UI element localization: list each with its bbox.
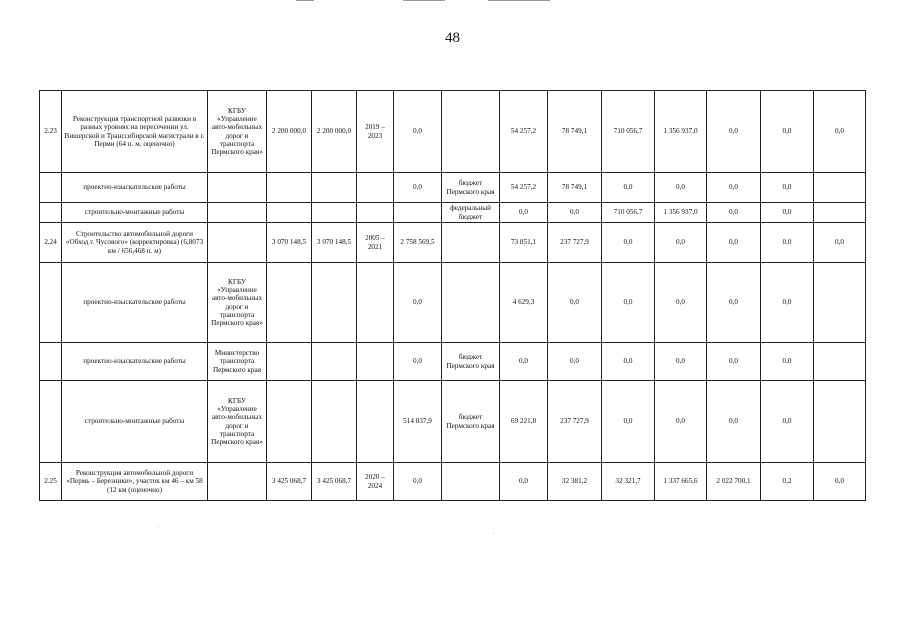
amount-year-7-cell: 0,0 bbox=[814, 91, 866, 173]
responsible-executor-cell: КГБУ «Управление авто-мобильных дорог и транспорта Пермского края» bbox=[208, 381, 267, 463]
amount-year-4-cell: 1 356 937,0 bbox=[655, 91, 707, 173]
implementation-period-cell: 2005 – 2021 bbox=[357, 223, 394, 263]
amount-year-3-cell: 0,0 bbox=[602, 343, 655, 381]
implementation-period-cell bbox=[357, 263, 394, 343]
amount-year-4-cell: 0,0 bbox=[655, 173, 707, 203]
funding-source-cell: бюджет Пермского края bbox=[442, 343, 500, 381]
funding-source-cell bbox=[442, 263, 500, 343]
amount-year-1-cell: 4 629,3 bbox=[500, 263, 548, 343]
table-row bbox=[40, 263, 866, 343]
implementation-period-cell: 2020 – 2024 bbox=[357, 463, 394, 501]
item-number-cell: 2.25 bbox=[40, 463, 62, 501]
amount-year-3-cell: 32 321,7 bbox=[602, 463, 655, 501]
item-name-cell: строительно-монтажные работы bbox=[62, 381, 208, 463]
estimated-cost-cell bbox=[267, 263, 312, 343]
amount-year-3-cell: 710 056,7 bbox=[602, 203, 655, 223]
responsible-executor-cell: КГБУ «Управление авто-мобильных дорог и транспорта Пермского края» bbox=[208, 263, 267, 343]
item-number-cell bbox=[40, 381, 62, 463]
amount-year-1-cell: 0,0 bbox=[500, 343, 548, 381]
amount-year-2-cell: 32 381,2 bbox=[548, 463, 602, 501]
amount-year-1-cell: 69 221,8 bbox=[500, 381, 548, 463]
amount-year-5-cell: 0,0 bbox=[707, 173, 761, 203]
amount-year-7-cell bbox=[814, 343, 866, 381]
responsible-executor-cell bbox=[208, 173, 267, 203]
amount-year-7-cell bbox=[814, 263, 866, 343]
amount-year-5-cell: 0,0 bbox=[707, 263, 761, 343]
estimated-cost-total-cell bbox=[312, 203, 357, 223]
amount-year-2-cell: 78 749,1 bbox=[548, 91, 602, 173]
table-row bbox=[40, 463, 866, 501]
table-row bbox=[40, 91, 866, 173]
amount-year-2-cell: 0,0 bbox=[548, 343, 602, 381]
item-name-cell: проектно-изыскательские работы bbox=[62, 343, 208, 381]
financed-before-cell: 0,0 bbox=[394, 263, 442, 343]
table-row bbox=[40, 173, 866, 203]
item-name-cell: Реконструкция транспортной развязки в разных уровнях на пересечении ул. Вишерской и Транссибирской магистрали в г. Перми (64 п. м. оценочно) bbox=[62, 91, 208, 173]
amount-year-4-cell: 1 337 665,6 bbox=[655, 463, 707, 501]
amount-year-5-cell: 0,0 bbox=[707, 223, 761, 263]
implementation-period-cell bbox=[357, 203, 394, 223]
estimated-cost-cell: 3 070 148,5 bbox=[267, 223, 312, 263]
amount-year-4-cell: 0,0 bbox=[655, 263, 707, 343]
scan-speck bbox=[493, 533, 494, 534]
amount-year-6-cell: 0,2 bbox=[761, 463, 814, 501]
funding-source-cell bbox=[442, 91, 500, 173]
amount-year-5-cell: 0,0 bbox=[707, 203, 761, 223]
amount-year-2-cell: 237 727,9 bbox=[548, 223, 602, 263]
amount-year-2-cell: 237 727,9 bbox=[548, 381, 602, 463]
amount-year-1-cell: 0,0 bbox=[500, 203, 548, 223]
amount-year-2-cell: 0,0 bbox=[548, 263, 602, 343]
amount-year-6-cell: 0,0 bbox=[761, 381, 814, 463]
item-name-cell: Реконструкция автомобильной дороги «Пермь – Березники», участок км 46 – км 58 (12 км (оценочно) bbox=[62, 463, 208, 501]
amount-year-6-cell: 0,0 bbox=[761, 343, 814, 381]
amount-year-5-cell: 0,0 bbox=[707, 343, 761, 381]
implementation-period-cell bbox=[357, 173, 394, 203]
amount-year-3-cell: 0,0 bbox=[602, 173, 655, 203]
funding-source-cell: бюджет Пермского края bbox=[442, 381, 500, 463]
top-rule-center bbox=[403, 0, 445, 1]
amount-year-7-cell bbox=[814, 381, 866, 463]
table-row bbox=[40, 343, 866, 381]
table-row bbox=[40, 223, 866, 263]
amount-year-7-cell bbox=[814, 203, 866, 223]
amount-year-6-cell: 0,0 bbox=[761, 203, 814, 223]
amount-year-2-cell: 78 749,1 bbox=[548, 173, 602, 203]
responsible-executor-cell: КГБУ «Управление авто-мобильных дорог и транспорта Пермского края» bbox=[208, 91, 267, 173]
financed-before-cell: 0,0 bbox=[394, 173, 442, 203]
estimated-cost-cell bbox=[267, 343, 312, 381]
amount-year-7-cell bbox=[814, 173, 866, 203]
amount-year-5-cell: 0,0 bbox=[707, 381, 761, 463]
estimated-cost-total-cell: 3 070 148,5 bbox=[312, 223, 357, 263]
amount-year-1-cell: 0,0 bbox=[500, 463, 548, 501]
item-name-cell: Строительство автомобильной дороги «Обход г. Чусового» (корректировка) (6,8073 км / 656,468 п. м) bbox=[62, 223, 208, 263]
responsible-executor-cell bbox=[208, 463, 267, 501]
amount-year-6-cell: 0,0 bbox=[761, 91, 814, 173]
item-number-cell: 2.23 bbox=[40, 91, 62, 173]
estimated-cost-cell bbox=[267, 203, 312, 223]
item-number-cell bbox=[40, 343, 62, 381]
implementation-period-cell bbox=[357, 381, 394, 463]
estimated-cost-cell: 3 425 068,7 bbox=[267, 463, 312, 501]
financed-before-cell: 0,0 bbox=[394, 91, 442, 173]
amount-year-3-cell: 0,0 bbox=[602, 223, 655, 263]
page-number: 48 bbox=[445, 30, 460, 46]
estimated-cost-total-cell bbox=[312, 263, 357, 343]
estimated-cost-cell bbox=[267, 173, 312, 203]
estimated-cost-total-cell: 3 425 068,7 bbox=[312, 463, 357, 501]
estimated-cost-cell bbox=[267, 381, 312, 463]
table-row bbox=[40, 381, 866, 463]
amount-year-3-cell: 0,0 bbox=[602, 381, 655, 463]
implementation-period-cell: 2019 – 2023 bbox=[357, 91, 394, 173]
financed-before-cell: 514 837,9 bbox=[394, 381, 442, 463]
funding-source-cell: бюджет Пермского края bbox=[442, 173, 500, 203]
responsible-executor-cell: Министерство транспорта Пермского края bbox=[208, 343, 267, 381]
financed-before-cell bbox=[394, 203, 442, 223]
amount-year-4-cell: 0,0 bbox=[655, 223, 707, 263]
amount-year-7-cell: 0,0 bbox=[814, 223, 866, 263]
top-rule-left bbox=[296, 0, 314, 1]
amount-year-6-cell: 0,0 bbox=[761, 173, 814, 203]
table-row bbox=[40, 203, 866, 223]
item-number-cell bbox=[40, 173, 62, 203]
item-name-cell: проектно-изыскательские работы bbox=[62, 263, 208, 343]
amount-year-6-cell: 0,0 bbox=[761, 263, 814, 343]
amount-year-3-cell: 0,0 bbox=[602, 263, 655, 343]
top-rule-right bbox=[488, 0, 550, 1]
estimated-cost-total-cell bbox=[312, 381, 357, 463]
item-number-cell: 2.24 bbox=[40, 223, 62, 263]
financed-before-cell: 0,0 bbox=[394, 343, 442, 381]
amount-year-5-cell: 2 022 700,1 bbox=[707, 463, 761, 501]
item-name-cell: строительно-монтажные работы bbox=[62, 203, 208, 223]
scan-speck bbox=[158, 526, 159, 527]
item-number-cell bbox=[40, 203, 62, 223]
amount-year-2-cell: 0,0 bbox=[548, 203, 602, 223]
estimated-cost-total-cell bbox=[312, 343, 357, 381]
funding-source-cell bbox=[442, 223, 500, 263]
amount-year-4-cell: 1 356 937,0 bbox=[655, 203, 707, 223]
amount-year-1-cell: 54 257,2 bbox=[500, 91, 548, 173]
responsible-executor-cell bbox=[208, 223, 267, 263]
item-name-cell: проектно-изыскательские работы bbox=[62, 173, 208, 203]
amount-year-3-cell: 710 056,7 bbox=[602, 91, 655, 173]
estimated-cost-cell: 2 200 000,0 bbox=[267, 91, 312, 173]
estimated-cost-total-cell bbox=[312, 173, 357, 203]
amount-year-4-cell: 0,0 bbox=[655, 381, 707, 463]
item-number-cell bbox=[40, 263, 62, 343]
implementation-period-cell bbox=[357, 343, 394, 381]
financed-before-cell: 0,0 bbox=[394, 463, 442, 501]
responsible-executor-cell bbox=[208, 203, 267, 223]
financed-before-cell: 2 758 569,5 bbox=[394, 223, 442, 263]
amount-year-6-cell: 0,0 bbox=[761, 223, 814, 263]
funding-source-cell: федеральный бюджет bbox=[442, 203, 500, 223]
budget-table bbox=[39, 90, 866, 501]
funding-source-cell bbox=[442, 463, 500, 501]
amount-year-5-cell: 0,0 bbox=[707, 91, 761, 173]
amount-year-4-cell: 0,0 bbox=[655, 343, 707, 381]
amount-year-1-cell: 73 851,1 bbox=[500, 223, 548, 263]
amount-year-7-cell: 0,0 bbox=[814, 463, 866, 501]
estimated-cost-total-cell: 2 200 000,0 bbox=[312, 91, 357, 173]
amount-year-1-cell: 54 257,2 bbox=[500, 173, 548, 203]
